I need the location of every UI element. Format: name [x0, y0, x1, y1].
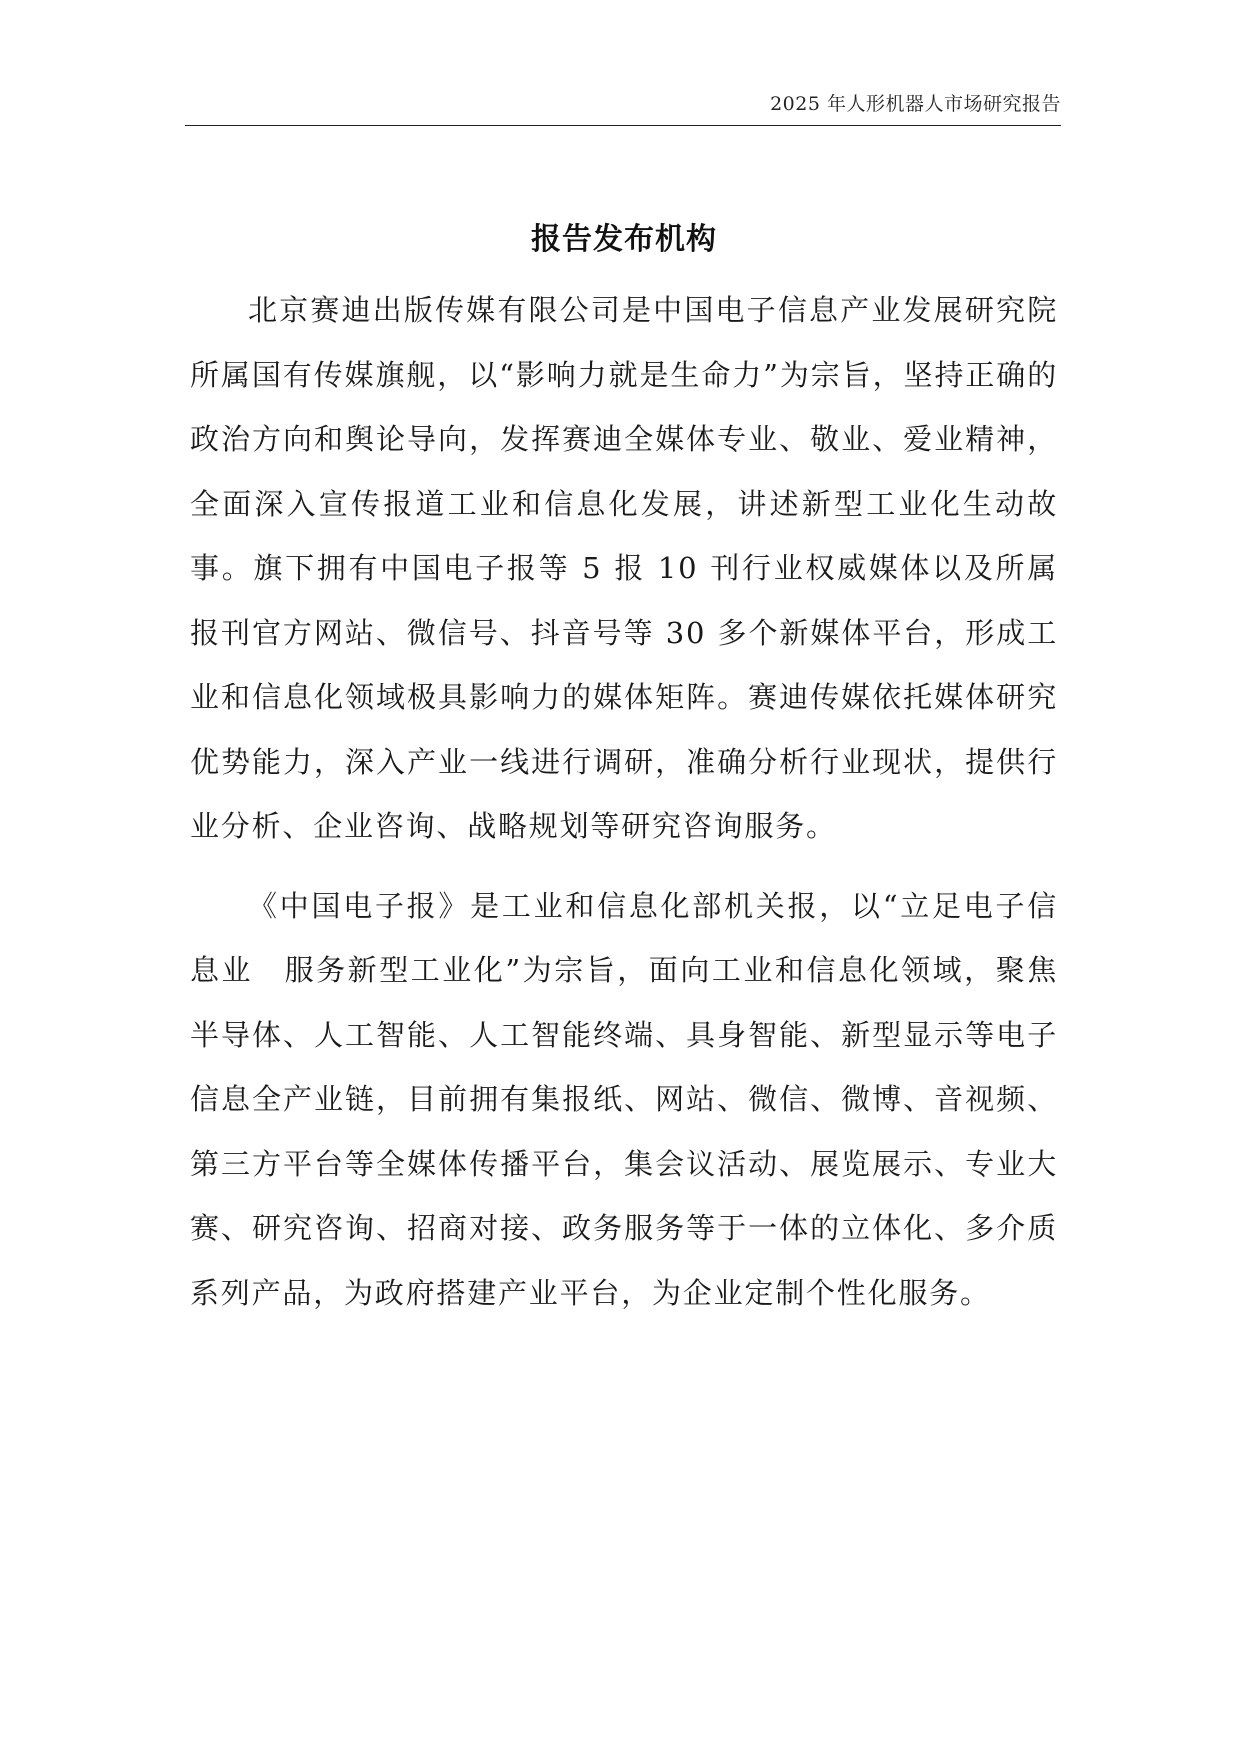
page-title: 报告发布机构 — [531, 222, 717, 257]
paragraph-ccid-media: 北京赛迪出版传媒有限公司是中国电子信息产业发展研究院所属国有传媒旗舰，以“影响力就是生命力”为宗旨，坚持正确的政治方向和舆论导向，发挥赛迪全媒体专业、敬业、爱业精神，全面深入宣传报道工业和信息化发展，讲述新型工业化生动故事。旗下拥有中国电子报等 5 报 10 刊行业权威媒体以及所属报刊官方网站、微信号、抖音号等 30 多个新媒体平台，形成工业和信息化领域极具影响力的媒体矩阵。赛迪传媒依托媒体研究优势能力，深入产业一线进行调研，准确分析行业现状，提供行业分析、企业咨询、战略规划等研究咨询服务。 — [190, 293, 1058, 843]
paragraph-china-electronics-news: 《中国电子报》是工业和信息化部机关报，以“立足电子信息业 服务新型工业化”为宗旨，面向工业和信息化领域，聚焦半导体、人工智能、人工智能终端、具身智能、新型显示等电子信息全产业链，目前拥有集报纸、网站、微信、微博、音视频、第三方平台等全媒体传播平台，集会议活动、展览展示、专业大赛、研究咨询、招商对接、政务服务等于一体的立体化、多介质系列产品，为政府搭建产业平台，为企业定制个性化服务。 — [190, 888, 1058, 1310]
running-header: 2025 年人形机器人市场研究报告 — [770, 93, 1061, 115]
header-divider — [185, 125, 1061, 126]
page-body — [190, 218, 1058, 1325]
